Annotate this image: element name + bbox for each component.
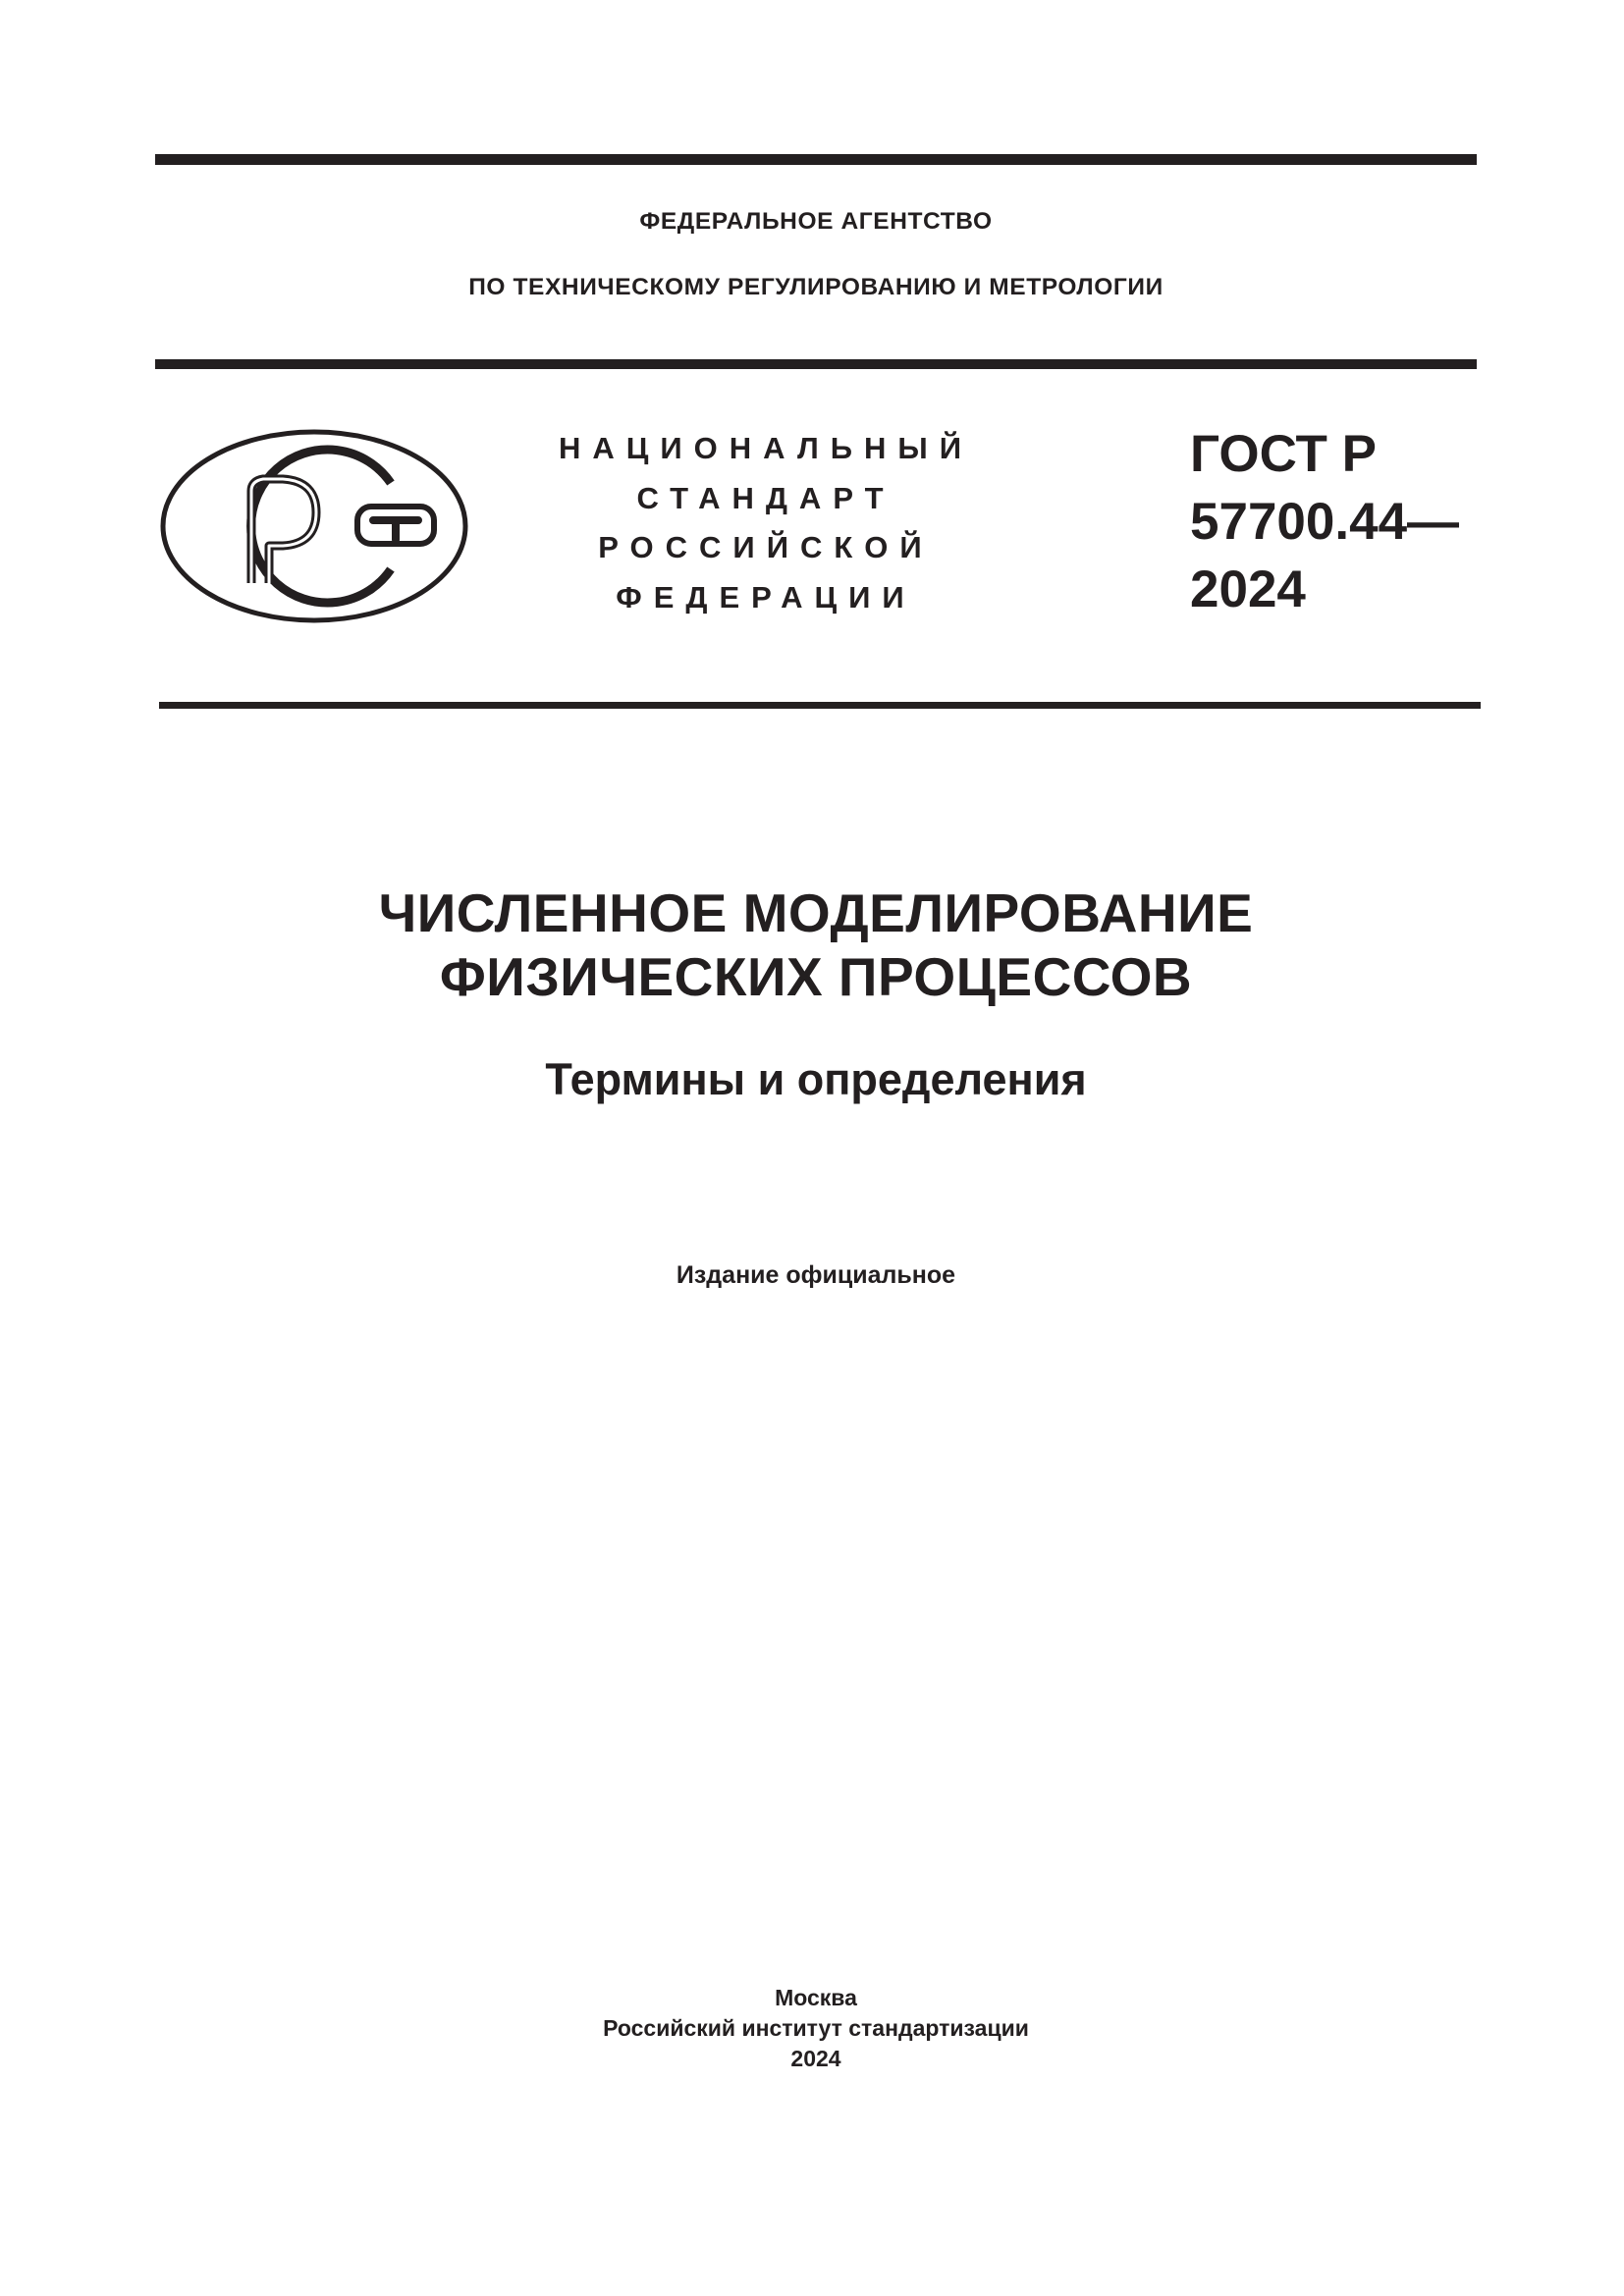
- agency-name-line-1: ФЕДЕРАЛЬНОЕ АГЕНТСТВО: [639, 208, 993, 235]
- rst-logo-icon: [157, 426, 471, 626]
- document-title: [155, 881, 1477, 1009]
- edition-label: Издание официальное: [676, 1261, 956, 1289]
- designation-line-2: 57700.44—: [1190, 493, 1460, 551]
- document-subtitle: Термины и определения: [545, 1054, 1087, 1104]
- standard-designation: [1190, 420, 1459, 623]
- standard-type-line-1: НАЦИОНАЛЬНЫЙ: [558, 431, 974, 465]
- designation-line-3: 2024: [1190, 561, 1306, 618]
- standard-type: [550, 424, 982, 622]
- imprint: [155, 1983, 1477, 2074]
- title-line-2: ФИЗИЧЕСКИХ ПРОЦЕССОВ: [439, 946, 1193, 1007]
- imprint-year: 2024: [790, 2046, 841, 2071]
- title-line-1: ЧИСЛЕННОЕ МОДЕЛИРОВАНИЕ: [378, 882, 1254, 943]
- imprint-publisher: Российский институт стандартизации: [603, 2015, 1029, 2041]
- top-rule: [155, 154, 1477, 165]
- standard-type-line-3: РОССИЙСКОЙ: [598, 530, 934, 564]
- agency-name-line-2: ПО ТЕХНИЧЕСКОМУ РЕГУЛИРОВАНИЮ И МЕТРОЛОГИИ: [468, 274, 1164, 300]
- imprint-city: Москва: [775, 1985, 857, 2010]
- header-rule: [155, 359, 1477, 369]
- title-block-rule: [159, 702, 1481, 709]
- designation-line-1: ГОСТ Р: [1190, 425, 1377, 483]
- standard-type-line-4: ФЕДЕРАЦИИ: [616, 579, 916, 614]
- standard-type-line-2: СТАНДАРТ: [636, 480, 895, 515]
